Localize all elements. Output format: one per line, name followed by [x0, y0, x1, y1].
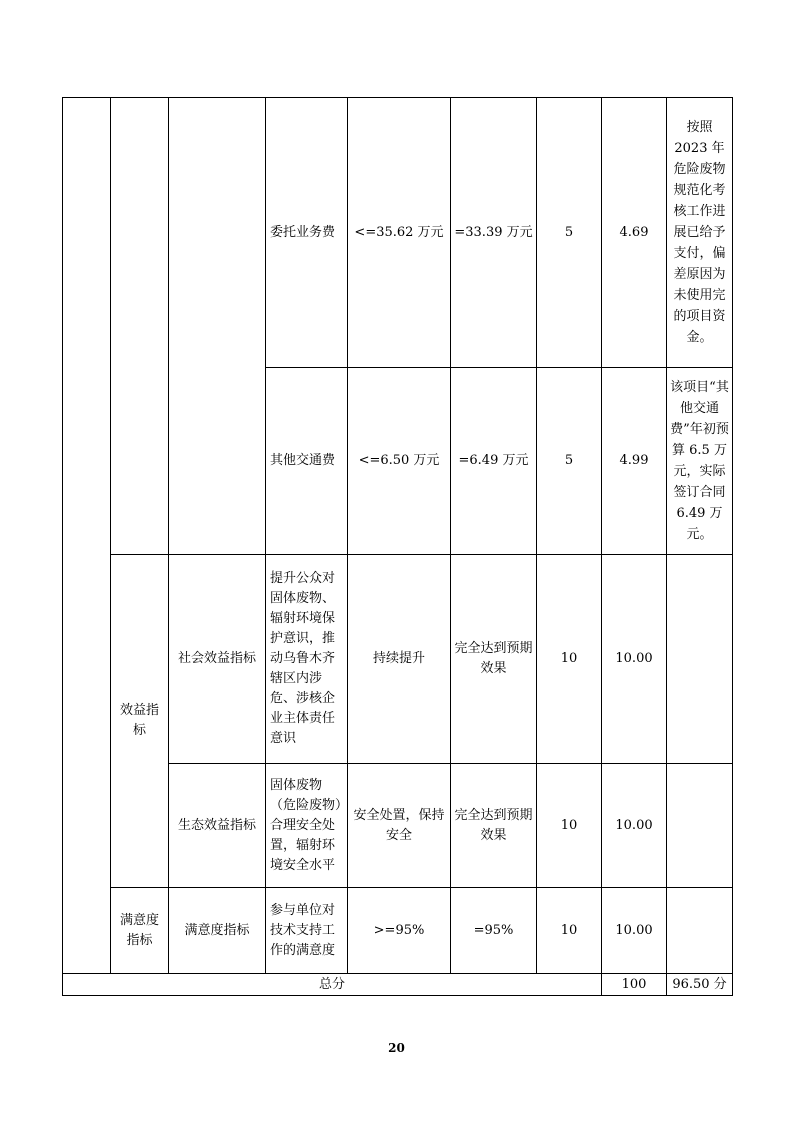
actual-cell: 完全达到预期效果	[451, 555, 537, 764]
note-cell: 该项目“其他交通费”年初预算 6.5 万元，实际签订合同 6.49 万元。	[667, 368, 733, 555]
actual-cell: =6.49 万元	[451, 368, 537, 555]
weight-cell: 5	[537, 98, 602, 368]
target-cell: >=95%	[348, 888, 451, 974]
score-cell: 10.00	[602, 555, 667, 764]
indicator-cell: 固体废物（危险废物）合理安全处置，辐射环境安全水平	[266, 764, 348, 888]
weight-cell: 10	[537, 764, 602, 888]
table-row	[63, 888, 733, 974]
table-row	[63, 98, 733, 368]
level3-cell: 社会效益指标	[169, 555, 266, 764]
weight-cell: 5	[537, 368, 602, 555]
level2-cell: 效益指标	[111, 555, 169, 888]
level2-cell	[111, 98, 169, 555]
indicator-cell: 参与单位对技术支持工作的满意度	[266, 888, 348, 974]
note-cell	[667, 555, 733, 764]
total-score-cell: 96.50 分	[667, 974, 733, 996]
level1-cell	[63, 98, 111, 974]
level3-cell	[169, 98, 266, 555]
page-number: 20	[388, 1041, 405, 1055]
score-cell: 4.99	[602, 368, 667, 555]
note-cell: 按照 2023 年危险废物规范化考核工作进展已给予支付，偏差原因为未使用完的项目资金。	[667, 98, 733, 368]
score-cell: 4.69	[602, 98, 667, 368]
note-cell	[667, 764, 733, 888]
indicator-cell: 其他交通费	[266, 368, 348, 555]
target-cell: 持续提升	[348, 555, 451, 764]
indicator-cell: 提升公众对固体废物、辐射环境保护意识，推动乌鲁木齐辖区内涉危、涉核企业主体责任意识	[266, 555, 348, 764]
performance-table	[62, 97, 733, 996]
note-cell	[667, 888, 733, 974]
level3-cell: 生态效益指标	[169, 764, 266, 888]
actual-cell: 完全达到预期效果	[451, 764, 537, 888]
target-cell: <=35.62 万元	[348, 98, 451, 368]
indicator-cell: 委托业务费	[266, 98, 348, 368]
score-cell: 10.00	[602, 888, 667, 974]
total-weight-cell: 100	[602, 974, 667, 996]
table-row	[63, 555, 733, 764]
total-label-cell: 总分	[63, 974, 602, 996]
score-cell: 10.00	[602, 764, 667, 888]
actual-cell: =33.39 万元	[451, 98, 537, 368]
target-cell: <=6.50 万元	[348, 368, 451, 555]
weight-cell: 10	[537, 555, 602, 764]
total-row	[63, 974, 733, 996]
level2-cell: 满意度指标	[111, 888, 169, 974]
level3-cell: 满意度指标	[169, 888, 266, 974]
target-cell: 安全处置，保持安全	[348, 764, 451, 888]
actual-cell: =95%	[451, 888, 537, 974]
weight-cell: 10	[537, 888, 602, 974]
